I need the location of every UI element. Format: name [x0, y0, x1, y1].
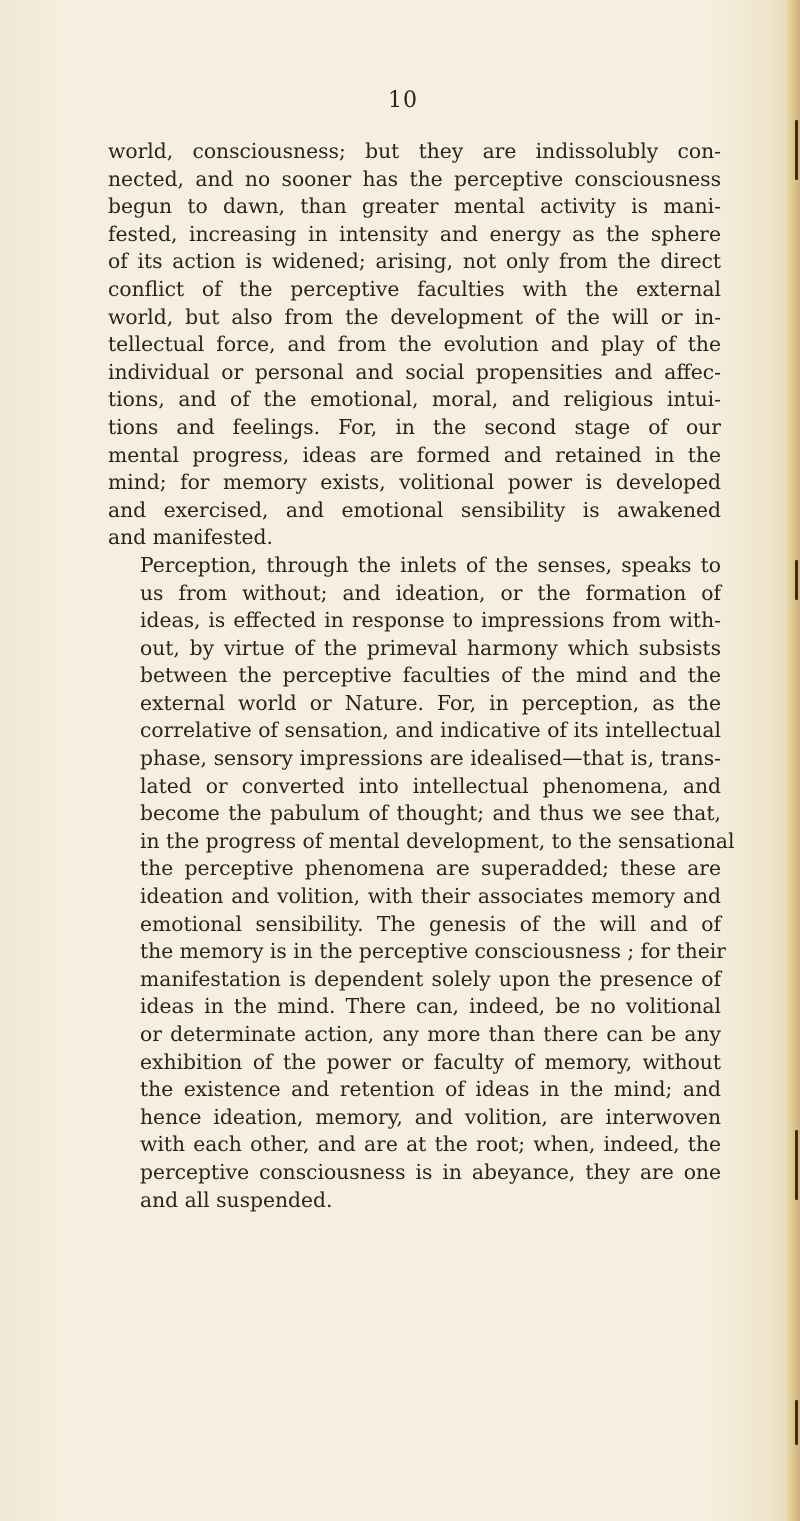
page-number: 10 — [388, 88, 418, 113]
text-line: with each other, and are at the root; when, indeed, the — [140, 1132, 721, 1157]
edge-mark — [795, 560, 798, 600]
paragraph-2 — [108, 552, 735, 1214]
text-line: manifestation is dependent solely upon the presence of — [140, 966, 721, 991]
text-line: begun to dawn, than greater mental activity is mani- — [108, 194, 721, 219]
edge-mark — [795, 1130, 798, 1200]
text-line: the existence and retention of ideas in the mind; and — [140, 1077, 721, 1102]
edge-mark — [795, 120, 798, 180]
text-line: ideation and volition, with their associates memory and — [140, 884, 721, 909]
text-line: ideas in the mind. There can, indeed, be no volitional — [140, 994, 721, 1019]
text-line: in the progress of mental development, to the sensational — [140, 828, 735, 853]
edge-mark — [795, 1400, 798, 1445]
text-line: nected, and no sooner has the perceptive consciousness — [108, 166, 721, 191]
text-line: world, consciousness; but they are indissolubly con- — [108, 139, 721, 163]
text-line: and all suspended. — [140, 1187, 333, 1212]
text-line: external world or Nature. For, in perception, as the — [140, 690, 721, 715]
text-line: or determinate action, any more than there can be any — [140, 1022, 721, 1046]
text-line: world, but also from the development of the will or in- — [108, 304, 721, 329]
paragraph-1 — [108, 138, 721, 552]
text-line: become the pabulum of thought; and thus we see that, — [140, 801, 721, 826]
text-line: the memory is in the perceptive consciousness ; for their — [140, 939, 726, 964]
text-line: the perceptive phenomena are superadded; these are — [140, 856, 721, 881]
text-line: tellectual force, and from the evolution and play of the — [108, 332, 721, 357]
text-line: us from without; and ideation, or the formation of — [140, 580, 721, 605]
text-line: Perception, through the inlets of the senses, speaks to — [140, 552, 721, 577]
text-line: and exercised, and emotional sensibility is awakened — [108, 497, 721, 522]
text-line: of its action is widened; arising, not only from the direct — [108, 249, 721, 274]
text-line: ideas, is effected in response to impressions from with- — [140, 608, 721, 633]
text-line: lated or converted into intellectual phenomena, and — [140, 773, 721, 798]
text-line: exhibition of the power or faculty of memory, without — [140, 1049, 721, 1074]
text-line: conflict of the perceptive faculties with the external — [108, 276, 721, 301]
text-line: correlative of sensation, and indicative of its intellectual — [140, 718, 721, 743]
text-line: tions, and of the emotional, moral, and religious intui- — [108, 387, 721, 412]
text-line: emotional sensibility. The genesis of the will and of — [140, 911, 721, 936]
text-line: out, by virtue of the primeval harmony which subsists — [140, 635, 721, 660]
text-line: hence ideation, memory, and volition, are interwoven — [140, 1104, 721, 1129]
text-line: and manifested. — [108, 525, 273, 550]
page-edge — [786, 0, 800, 1521]
text-line: phase, sensory impressions are idealised—that is, trans- — [140, 746, 721, 771]
text-line: mental progress, ideas are formed and retained in the — [108, 442, 721, 467]
text-line: mind; for memory exists, volitional power is developed — [108, 470, 721, 495]
body-text — [108, 138, 735, 1214]
text-line: fested, increasing in intensity and energy as the sphere — [108, 221, 721, 246]
text-line: tions and feelings. For, in the second stage of our — [108, 414, 721, 439]
text-line: individual or personal and social propensities and affec- — [108, 359, 721, 384]
text-line: perceptive consciousness is in abeyance, they are one — [140, 1159, 721, 1184]
text-line: between the perceptive faculties of the mind and the — [140, 663, 721, 688]
